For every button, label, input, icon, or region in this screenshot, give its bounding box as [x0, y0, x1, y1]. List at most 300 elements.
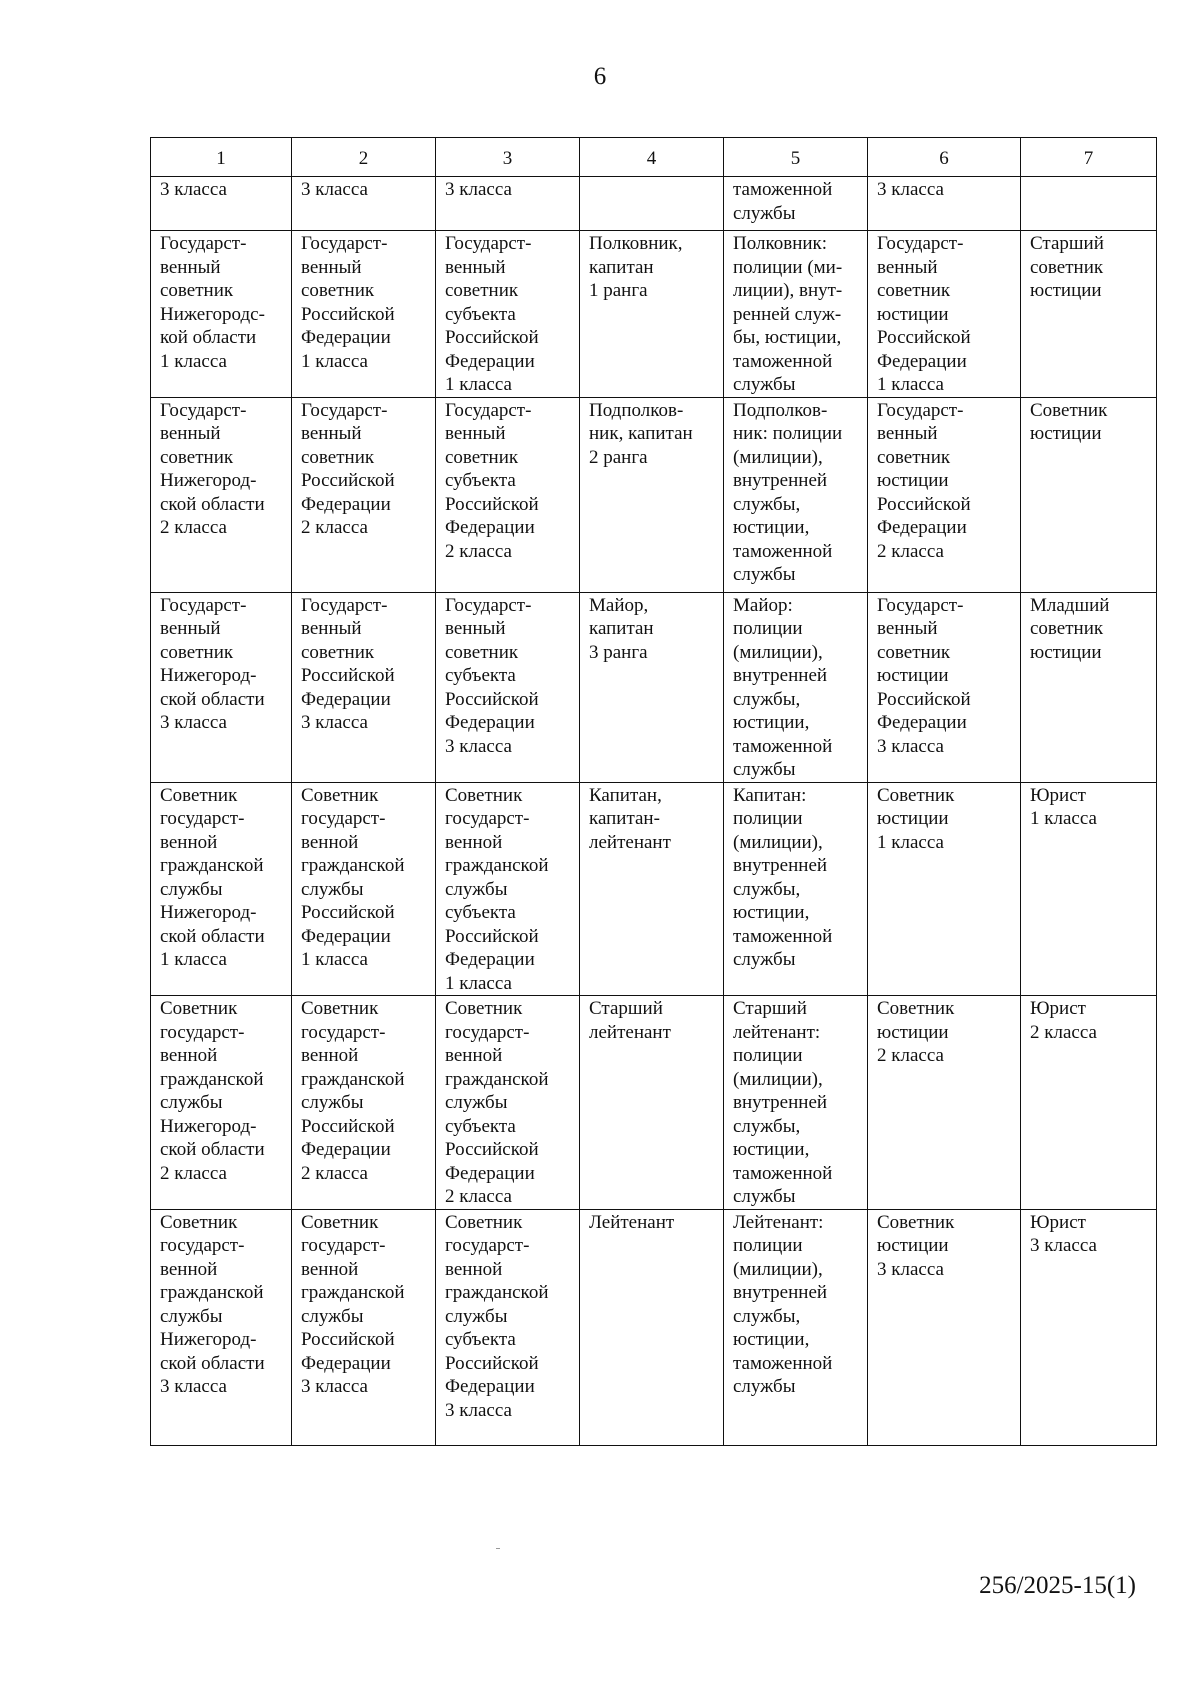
cell-text-line: Советник — [160, 784, 238, 806]
cell-text-line: внутренней — [733, 855, 828, 876]
column-header: 4 — [580, 138, 724, 177]
cell-text-line: Советник — [1030, 399, 1108, 421]
table-cell — [292, 592, 436, 782]
cell-text-line: 3 класса — [445, 1399, 512, 1421]
cell-text-line: 2 ранга — [589, 446, 648, 468]
cell-text-line: Российской — [877, 327, 971, 348]
cell-text-line: Российской — [877, 688, 971, 710]
cell-text-line: Федерации — [445, 517, 535, 538]
cell-text-line: службы — [733, 1186, 796, 1207]
table-row — [151, 592, 1157, 782]
cell-text-line: Федерации — [877, 712, 967, 733]
cell-text-line: внутренней — [733, 665, 828, 686]
table-cell — [868, 996, 1021, 1210]
table-row — [151, 996, 1157, 1210]
cell-text-line: Лейтенант — [589, 1211, 675, 1233]
cell-text-line: венный — [160, 618, 221, 639]
cell-text-line: Российской — [445, 1139, 539, 1160]
cell-text-line: службы — [733, 202, 796, 224]
cell-text-line: Советник — [445, 1211, 523, 1233]
cell-text-line: субъекта — [445, 1329, 516, 1350]
cell-text-line: венной — [301, 1258, 359, 1280]
cell-text-line: венный — [877, 618, 938, 639]
cell-text-line: Российской — [301, 303, 395, 325]
cell-text-line: Российской — [445, 925, 539, 947]
table-cell — [151, 782, 292, 996]
cell-text-line: капитан — [589, 256, 654, 278]
table-cell — [1021, 996, 1157, 1210]
cell-text-line: Старший — [1030, 233, 1104, 254]
cell-text-line: советник — [160, 280, 234, 301]
cell-text-line: советник — [1030, 618, 1104, 639]
cell-text-line: 3 класса — [160, 1376, 227, 1397]
cell-text-line: Подполков- — [589, 399, 684, 421]
cell-text-line: гражданской — [301, 855, 405, 876]
cell-text-line: Майор, — [589, 594, 649, 616]
cell-text-line: советник — [445, 641, 519, 663]
cell-text-line: Советник — [301, 998, 379, 1019]
cell-text-line: 2 класса — [877, 540, 944, 562]
cell-text-line: советник — [301, 280, 375, 301]
cell-text-line: Российской — [445, 327, 539, 348]
cell-text-line: венной — [160, 1045, 218, 1066]
cell-text-line: венной — [445, 831, 503, 853]
table-cell — [151, 592, 292, 782]
cell-text-line: Российской — [301, 470, 395, 491]
table-cell — [868, 592, 1021, 782]
cell-text-line: Российской — [301, 665, 395, 686]
cell-text-line: Советник — [877, 998, 955, 1019]
cell-text-line: (милиции), — [733, 446, 823, 468]
cell-text-line: венной — [160, 831, 218, 853]
table-cell — [868, 177, 1021, 231]
cell-text-line: кой области — [160, 327, 257, 348]
cell-text-line: службы, — [733, 688, 801, 710]
cell-text-line: Государст- — [160, 594, 247, 616]
cell-text-line: венный — [445, 256, 506, 278]
cell-text-line: таможенной — [733, 1352, 833, 1374]
cell-text-line: Нижегород- — [160, 902, 257, 923]
cell-text-line: службы — [445, 1305, 508, 1327]
cell-text-line: бы, юстиции, — [733, 327, 842, 348]
table-cell — [436, 397, 580, 592]
cell-text-line: 2 класса — [160, 1162, 227, 1184]
cell-text-line: венный — [877, 423, 938, 444]
cell-text-line: внутренней — [733, 1282, 828, 1303]
cell-text-line: Юрист — [1030, 998, 1086, 1019]
cell-text-line: Федерации — [445, 712, 535, 733]
table-cell — [436, 592, 580, 782]
cell-text-line: Российской — [445, 493, 539, 515]
cell-text-line: государст- — [160, 1021, 245, 1043]
cell-text-line: Российской — [301, 1115, 395, 1137]
cell-text-line: лейтенант: — [733, 1021, 821, 1043]
cell-text-line: 3 класса — [301, 1376, 368, 1397]
column-header: 6 — [868, 138, 1021, 177]
table-cell — [580, 397, 724, 592]
cell-text-line: гражданской — [445, 1068, 549, 1090]
cell-text-line: службы — [160, 1092, 223, 1113]
cell-text-line: юстиции — [1030, 641, 1102, 663]
cell-text-line: (милиции), — [733, 1258, 823, 1280]
cell-text-line: Государст- — [445, 399, 532, 421]
table-cell — [292, 397, 436, 592]
cell-text-line: ренней служ- — [733, 303, 842, 325]
cell-text-line: 1 класса — [1030, 808, 1097, 829]
cell-text-line: 2 класса — [160, 517, 227, 538]
cell-text-line: советник — [877, 446, 951, 468]
cell-text-line: службы — [733, 564, 796, 585]
cell-text-line: внутренней — [733, 1092, 828, 1113]
cell-text-line: субъекта — [445, 470, 516, 491]
cell-text-line: венной — [301, 1045, 359, 1066]
cell-text-line: 3 класса — [301, 712, 368, 733]
cell-text-line: Старший — [589, 998, 663, 1019]
cell-text-line: государст- — [445, 808, 530, 829]
table-cell — [1021, 231, 1157, 398]
table-cell — [151, 397, 292, 592]
cell-text-line: Нижегород- — [160, 470, 257, 491]
table-cell — [436, 1209, 580, 1445]
cell-text-line: Государст- — [160, 233, 247, 254]
cell-text-line: службы — [733, 374, 796, 395]
table-cell — [724, 1209, 868, 1445]
cell-text-line: (милиции), — [733, 641, 823, 663]
cell-text-line: Российской — [445, 688, 539, 710]
cell-text-line: венной — [445, 1258, 503, 1280]
cell-text-line: Лейтенант: — [733, 1211, 824, 1233]
cell-text-line: Государст- — [445, 594, 532, 616]
column-header: 5 — [724, 138, 868, 177]
table-row — [151, 1209, 1157, 1445]
cell-text-line: советник — [445, 446, 519, 468]
cell-text-line: юстиции — [877, 665, 949, 686]
cell-text-line: Полковник, — [589, 233, 683, 254]
cell-text-line: полиции — [733, 808, 803, 829]
cell-text-line: Государст- — [877, 233, 964, 254]
table-cell — [580, 592, 724, 782]
cell-text-line: Советник — [877, 1211, 955, 1233]
cell-text-line: Старший — [733, 998, 807, 1019]
cell-text-line: 2 класса — [445, 540, 512, 562]
cell-text-line: юстиции — [877, 1021, 949, 1043]
cell-text-line: гражданской — [301, 1068, 405, 1090]
cell-text-line: Федерации — [301, 688, 391, 710]
table-cell — [1021, 782, 1157, 996]
cell-text-line: советник — [301, 641, 375, 663]
cell-text-line: 3 класса — [877, 179, 944, 200]
cell-text-line: ской области — [160, 688, 265, 710]
cell-text-line: 1 класса — [877, 374, 944, 395]
cell-text-line: гражданской — [301, 1282, 405, 1303]
cell-text-line: 2 класса — [1030, 1021, 1097, 1043]
cell-text-line: 1 ранга — [589, 280, 648, 301]
cell-text-line: Государст- — [877, 399, 964, 421]
cell-text-line: лиции), внут- — [733, 280, 843, 301]
cell-text-line: Государст- — [301, 399, 388, 421]
cell-text-line: венный — [877, 256, 938, 278]
table-cell — [292, 1209, 436, 1445]
cell-text-line: советник — [301, 446, 375, 468]
cell-text-line: таможенной — [733, 735, 833, 757]
cell-text-line: капитан- — [589, 808, 660, 829]
cell-text-line: Нижегород- — [160, 1329, 257, 1350]
cell-text-line: Российской — [445, 1352, 539, 1374]
cell-text-line: 3 ранга — [589, 641, 648, 663]
cell-text-line: субъекта — [445, 303, 516, 325]
cell-text-line: венный — [160, 256, 221, 278]
cell-text-line: венный — [445, 618, 506, 639]
cell-text-line: государст- — [301, 1021, 386, 1043]
cell-text-line: Российской — [301, 902, 395, 923]
cell-text-line: Полковник: — [733, 233, 828, 254]
cell-text-line: Федерации — [445, 1162, 535, 1184]
cell-text-line: юстиции — [877, 1235, 949, 1256]
table-cell — [724, 782, 868, 996]
table-row — [151, 782, 1157, 996]
table-cell — [1021, 592, 1157, 782]
cell-text-line: 1 класса — [160, 949, 227, 970]
cell-text-line: 1 класса — [445, 972, 512, 994]
cell-text-line: 3 класса — [877, 1258, 944, 1280]
cell-text-line: Федерации — [445, 350, 535, 372]
cell-text-line: 1 класса — [301, 949, 368, 970]
table-cell — [868, 1209, 1021, 1445]
table-cell — [292, 231, 436, 398]
cell-text-line: гражданской — [445, 1282, 549, 1303]
table-body — [151, 177, 1157, 1446]
cell-text-line: Советник — [301, 1211, 379, 1233]
cell-text-line: советник — [1030, 256, 1104, 278]
cell-text-line: Младший — [1030, 594, 1110, 616]
cell-text-line: юстиции, — [733, 1139, 810, 1160]
cell-text-line: советник — [160, 641, 234, 663]
cell-text-line: субъекта — [445, 665, 516, 686]
document-code: 256/2025-15(1) — [979, 1572, 1136, 1599]
table-cell — [724, 397, 868, 592]
cell-text-line: капитан — [589, 618, 654, 639]
table-cell — [868, 231, 1021, 398]
cell-text-line: Федерации — [445, 949, 535, 970]
table-cell — [151, 177, 292, 231]
cell-text-line: Федерации — [877, 517, 967, 538]
table-row — [151, 231, 1157, 398]
cell-text-line: Российской — [877, 493, 971, 515]
table-header-row — [151, 138, 1157, 177]
cell-text-line: 2 класса — [301, 1162, 368, 1184]
cell-text-line: государст- — [445, 1021, 530, 1043]
cell-text-line: Советник — [877, 784, 955, 806]
cell-text-line: Нижегород- — [160, 665, 257, 686]
cell-text-line: Капитан, — [589, 784, 662, 806]
table-cell — [1021, 1209, 1157, 1445]
cell-text-line: субъекта — [445, 902, 516, 923]
cell-text-line: Нижегород- — [160, 1115, 257, 1137]
cell-text-line: Федерации — [301, 1352, 391, 1374]
cell-text-line: Федерации — [445, 1376, 535, 1397]
table-cell — [868, 782, 1021, 996]
cell-text-line: венный — [160, 423, 221, 444]
cell-text-line: Майор: — [733, 594, 793, 616]
cell-text-line: юстиции — [1030, 423, 1102, 444]
cell-text-line: Федерации — [301, 1139, 391, 1160]
cell-text-line: 3 класса — [445, 735, 512, 757]
cell-text-line: ник: полиции — [733, 423, 843, 444]
column-header: 2 — [292, 138, 436, 177]
cell-text-line: юстиции, — [733, 1329, 810, 1350]
cell-text-line: государст- — [301, 808, 386, 829]
cell-text-line: Советник — [445, 998, 523, 1019]
cell-text-line: субъекта — [445, 1115, 516, 1137]
cell-text-line: лейтенант — [589, 1021, 671, 1043]
cell-text-line: службы — [301, 878, 364, 900]
cell-text-line: 2 класса — [877, 1045, 944, 1066]
cell-text-line: таможенной — [733, 350, 833, 372]
cell-text-line: 2 класса — [445, 1186, 512, 1207]
page-number: 6 — [593, 63, 607, 90]
cell-text-line: Государст- — [877, 594, 964, 616]
cell-text-line: службы — [301, 1092, 364, 1113]
cell-text-line: службы — [733, 1376, 796, 1397]
cell-text-line: юстиции, — [733, 712, 810, 733]
table-cell — [724, 996, 868, 1210]
cell-text-line: юстиции — [877, 470, 949, 491]
cell-text-line: ской области — [160, 925, 265, 947]
table-row — [151, 397, 1157, 592]
cell-text-line: Российской — [301, 1329, 395, 1350]
cell-text-line: государст- — [301, 1235, 386, 1256]
cell-text-line: гражданской — [160, 1068, 264, 1090]
cell-text-line: 3 класса — [1030, 1235, 1097, 1256]
cell-text-line: советник — [877, 641, 951, 663]
cell-text-line: юстиции — [877, 303, 949, 325]
cell-text-line: таможенной — [733, 179, 833, 200]
scan-artifact — [496, 1548, 500, 1549]
cell-text-line: гражданской — [160, 855, 264, 876]
cell-text-line: венной — [301, 831, 359, 853]
table-cell — [868, 397, 1021, 592]
table-cell — [292, 782, 436, 996]
table-cell — [1021, 177, 1157, 231]
cell-text-line: венной — [160, 1258, 218, 1280]
table-cell — [580, 177, 724, 231]
cell-text-line: 1 класса — [160, 350, 227, 372]
cell-text-line: Советник — [160, 1211, 238, 1233]
cell-text-line: полиции — [733, 1045, 803, 1066]
cell-text-line: государст- — [445, 1235, 530, 1256]
cell-text-line: Нижегородс- — [160, 303, 265, 325]
cell-text-line: (милиции), — [733, 831, 823, 853]
table-cell — [580, 996, 724, 1210]
rank-correspondence-table — [150, 137, 1157, 1446]
table-cell — [436, 177, 580, 231]
cell-text-line: Федерации — [301, 493, 391, 515]
table-cell — [151, 1209, 292, 1445]
cell-text-line: службы — [160, 1305, 223, 1327]
cell-text-line: 3 класса — [301, 179, 368, 200]
cell-text-line: 3 класса — [160, 712, 227, 733]
cell-text-line: Советник — [445, 784, 523, 806]
cell-text-line: венный — [301, 423, 362, 444]
cell-text-line: государст- — [160, 808, 245, 829]
cell-text-line: Государст- — [160, 399, 247, 421]
cell-text-line: юстиции, — [733, 517, 810, 538]
cell-text-line: таможенной — [733, 1162, 833, 1184]
cell-text-line: советник — [445, 280, 519, 301]
table-row — [151, 177, 1157, 231]
cell-text-line: полиции — [733, 1235, 803, 1256]
cell-text-line: 1 класса — [445, 374, 512, 395]
column-header: 7 — [1021, 138, 1157, 177]
cell-text-line: гражданской — [160, 1282, 264, 1303]
cell-text-line: полиции (ми- — [733, 256, 843, 278]
cell-text-line: венной — [445, 1045, 503, 1066]
column-header: 3 — [436, 138, 580, 177]
cell-text-line: Федерации — [877, 350, 967, 372]
cell-text-line: венный — [445, 423, 506, 444]
table-cell — [724, 592, 868, 782]
cell-text-line: службы, — [733, 878, 801, 900]
table-cell — [580, 1209, 724, 1445]
table-cell — [436, 996, 580, 1210]
cell-text-line: службы — [445, 878, 508, 900]
cell-text-line: 3 класса — [877, 735, 944, 757]
cell-text-line: Юрист — [1030, 784, 1086, 806]
cell-text-line: 2 класса — [301, 517, 368, 538]
cell-text-line: службы — [160, 878, 223, 900]
cell-text-line: службы — [445, 1092, 508, 1113]
table-cell — [580, 782, 724, 996]
cell-text-line: ской области — [160, 1352, 265, 1374]
cell-text-line: службы — [733, 759, 796, 780]
table-cell — [151, 231, 292, 398]
cell-text-line: Юрист — [1030, 1211, 1086, 1233]
cell-text-line: ник, капитан — [589, 423, 693, 444]
cell-text-line: советник — [877, 280, 951, 301]
cell-text-line: таможенной — [733, 925, 833, 947]
cell-text-line: венный — [301, 256, 362, 278]
cell-text-line: юстиции — [877, 808, 949, 829]
table-cell — [436, 231, 580, 398]
cell-text-line: 1 класса — [877, 831, 944, 853]
table-cell — [292, 996, 436, 1210]
cell-text-line: 3 класса — [445, 179, 512, 200]
cell-text-line: юстиции — [1030, 280, 1102, 301]
table-cell — [151, 996, 292, 1210]
cell-text-line: службы — [301, 1305, 364, 1327]
table-cell — [1021, 397, 1157, 592]
cell-text-line: внутренней — [733, 470, 828, 491]
cell-text-line: 3 класса — [160, 179, 227, 200]
cell-text-line: юстиции, — [733, 902, 810, 923]
table-cell — [724, 231, 868, 398]
cell-text-line: Капитан: — [733, 784, 807, 806]
cell-text-line: Советник — [301, 784, 379, 806]
table-cell — [292, 177, 436, 231]
cell-text-line: Подполков- — [733, 399, 828, 421]
table-cell — [724, 177, 868, 231]
cell-text-line: 1 класса — [301, 350, 368, 372]
cell-text-line: гражданской — [445, 855, 549, 876]
cell-text-line: Государст- — [301, 594, 388, 616]
cell-text-line: ской области — [160, 1139, 265, 1160]
cell-text-line: государст- — [160, 1235, 245, 1256]
cell-text-line: советник — [160, 446, 234, 468]
cell-text-line: венный — [301, 618, 362, 639]
cell-text-line: Государст- — [301, 233, 388, 254]
cell-text-line: ской области — [160, 493, 265, 515]
table-cell — [580, 231, 724, 398]
